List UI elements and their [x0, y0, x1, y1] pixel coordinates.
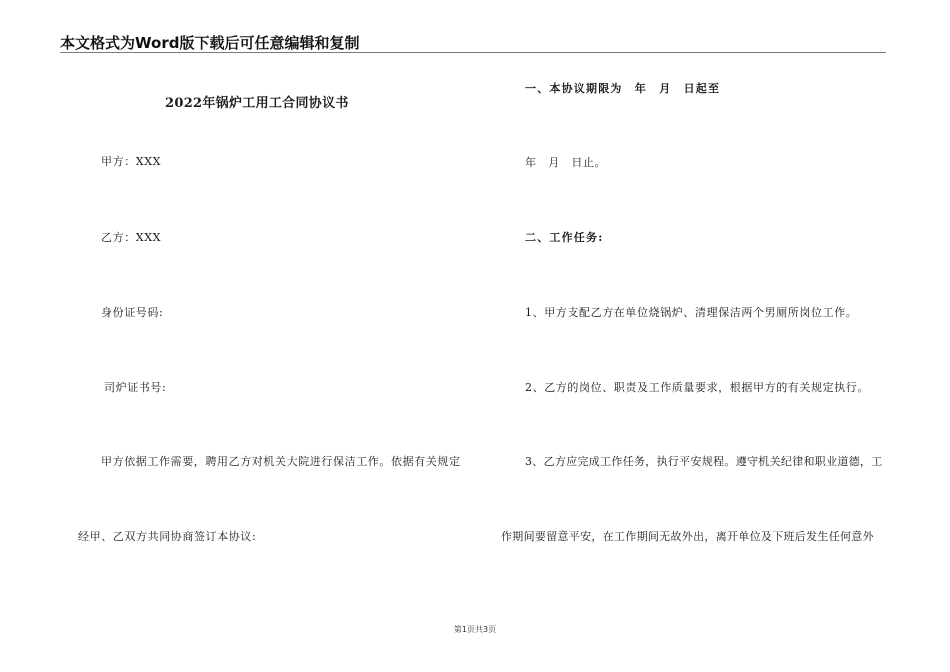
section-1-heading: 一、本协议期限为 年 月 日起至: [525, 82, 721, 95]
task-item-1: 1、甲方支配乙方在单位烧锅炉、清理保洁两个男厕所岗位工作。: [525, 306, 858, 319]
paragraph-1-line-1: 甲方依据工作需要，聘用乙方对机关大院进行保洁工作。依据有关规定: [101, 455, 461, 468]
section-1-line-2: 年 月 日止。: [525, 156, 607, 169]
header-text: 本文格式为Word版下载后可任意编辑和复制: [60, 34, 360, 52]
party-a: 甲方：XXX: [101, 155, 162, 168]
task-item-3-line-2: 作期间要留意平安，在工作期间无故外出，离开单位及下班后发生任何意外: [501, 530, 874, 543]
page-number-footer: 第1页共3页: [453, 625, 497, 634]
paragraph-1-line-2: 经甲、乙双方共同协商签订本协议:: [78, 530, 257, 543]
section-2-heading: 二、工作任务:: [525, 231, 604, 244]
document-header: [60, 30, 886, 53]
id-number-label: 身份证号码:: [101, 306, 164, 319]
boiler-cert-label: 司炉证书号:: [104, 381, 167, 394]
task-item-3-line-1: 3、乙方应完成工作任务，执行平安规程。遵守机关纪律和职业道德，工: [525, 455, 883, 468]
document-title: 2022年锅炉工用工合同协议书: [165, 96, 349, 111]
task-item-2: 2、乙方的岗位、职责及工作质量要求，根据甲方的有关规定执行。: [525, 381, 869, 394]
party-b: 乙方：XXX: [101, 231, 162, 244]
